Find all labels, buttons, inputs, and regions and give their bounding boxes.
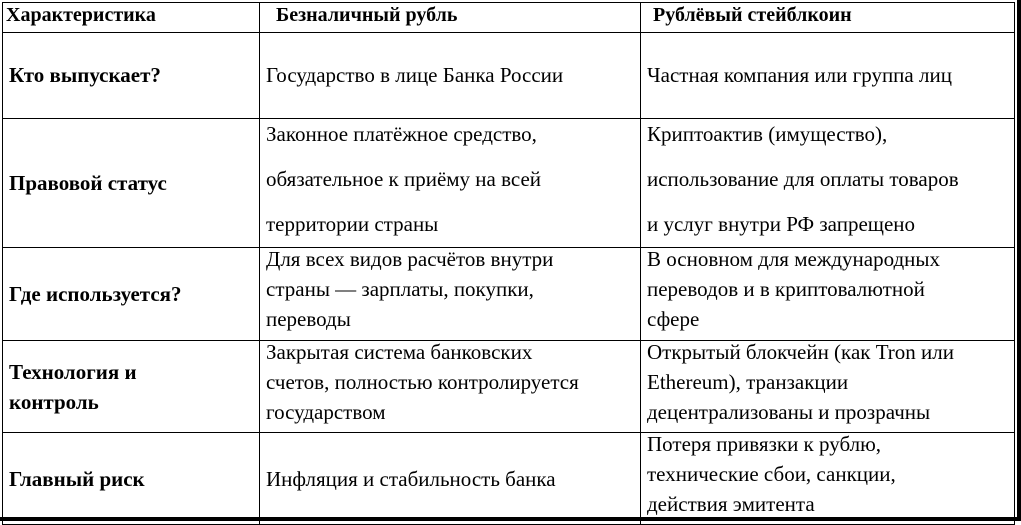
cell-digital-ruble [260,119,641,248]
row-label [3,341,260,433]
cell-text-line: В основном для международных [647,247,940,271]
cell-text-line: Закрытая система банковских [266,340,533,364]
cell-stablecoin [641,119,1015,248]
header-stablecoin: Рублёвый стейблкоин [641,3,1015,33]
cell-digital-ruble [260,341,641,433]
row-label-line: Главный риск [9,466,145,491]
row-label-line: Технология и [9,359,137,384]
table-row [3,119,1015,248]
row-label-line: Правовой статус [9,170,167,195]
table-row [3,33,1015,119]
cell-text-line: Потеря привязки к рублю, [647,432,882,456]
cell-text-line: государством [266,400,386,424]
table-row [3,248,1015,341]
row-label [3,33,260,119]
header-digital-ruble: Безналичный рубль [260,3,641,33]
table-header-row [3,3,1015,33]
cell-text-line: технические сбои, санкции, [647,462,896,486]
cell-text-line: Ethereum), транзакции [647,370,849,394]
cell-digital-ruble [260,248,641,341]
cell-text-line: страны — зарплаты, покупки, [266,277,534,301]
cell-text-line: переводов и в криптовалютной [647,277,925,301]
cell-digital-ruble [260,433,641,525]
row-label [3,248,260,341]
row-label [3,433,260,525]
cell-text-line: Частная компания или группа лиц [647,63,952,87]
header-characteristic: Характеристика [3,3,260,33]
cell-text-line: децентрализованы и прозрачны [647,400,931,424]
cell-stablecoin [641,433,1015,525]
row-label-line: Кто выпускает? [9,63,161,87]
cell-stablecoin [641,33,1015,119]
cell-text-line: Открытый блокчейн (как Tron или [647,340,955,364]
cell-text-line: переводы [266,307,351,331]
cell-text-line: счетов, полностью контролируется [266,370,579,394]
cell-text-line: Государство в лице Банка России [266,63,564,87]
cell-text-line: использование для оплаты товаров [647,167,959,191]
cell-stablecoin [641,248,1015,341]
cell-digital-ruble [260,33,641,119]
cell-text-line: и услуг внутри РФ запрещено [647,212,916,236]
cell-text-line: Законное платёжное средство, [266,122,537,146]
row-label-line: контроль [9,389,99,414]
row-label-line: Где используется? [9,282,182,306]
cell-text-line: территории страны [266,212,439,236]
cell-text-line: Для всех видов расчётов внутри [266,247,554,271]
cell-stablecoin [641,341,1015,433]
cell-text-line: Инфляция и стабильность банка [266,466,556,491]
cell-text-line: действия эмитента [647,492,815,516]
cell-text-line: сфере [647,307,700,331]
cell-text-line: Криптоактив (имущество), [647,122,888,146]
cell-text-line: обязательное к приёму на всей [266,167,542,191]
row-label [3,119,260,248]
table-row [3,341,1015,433]
comparison-table [2,2,1015,525]
table-row [3,433,1015,525]
